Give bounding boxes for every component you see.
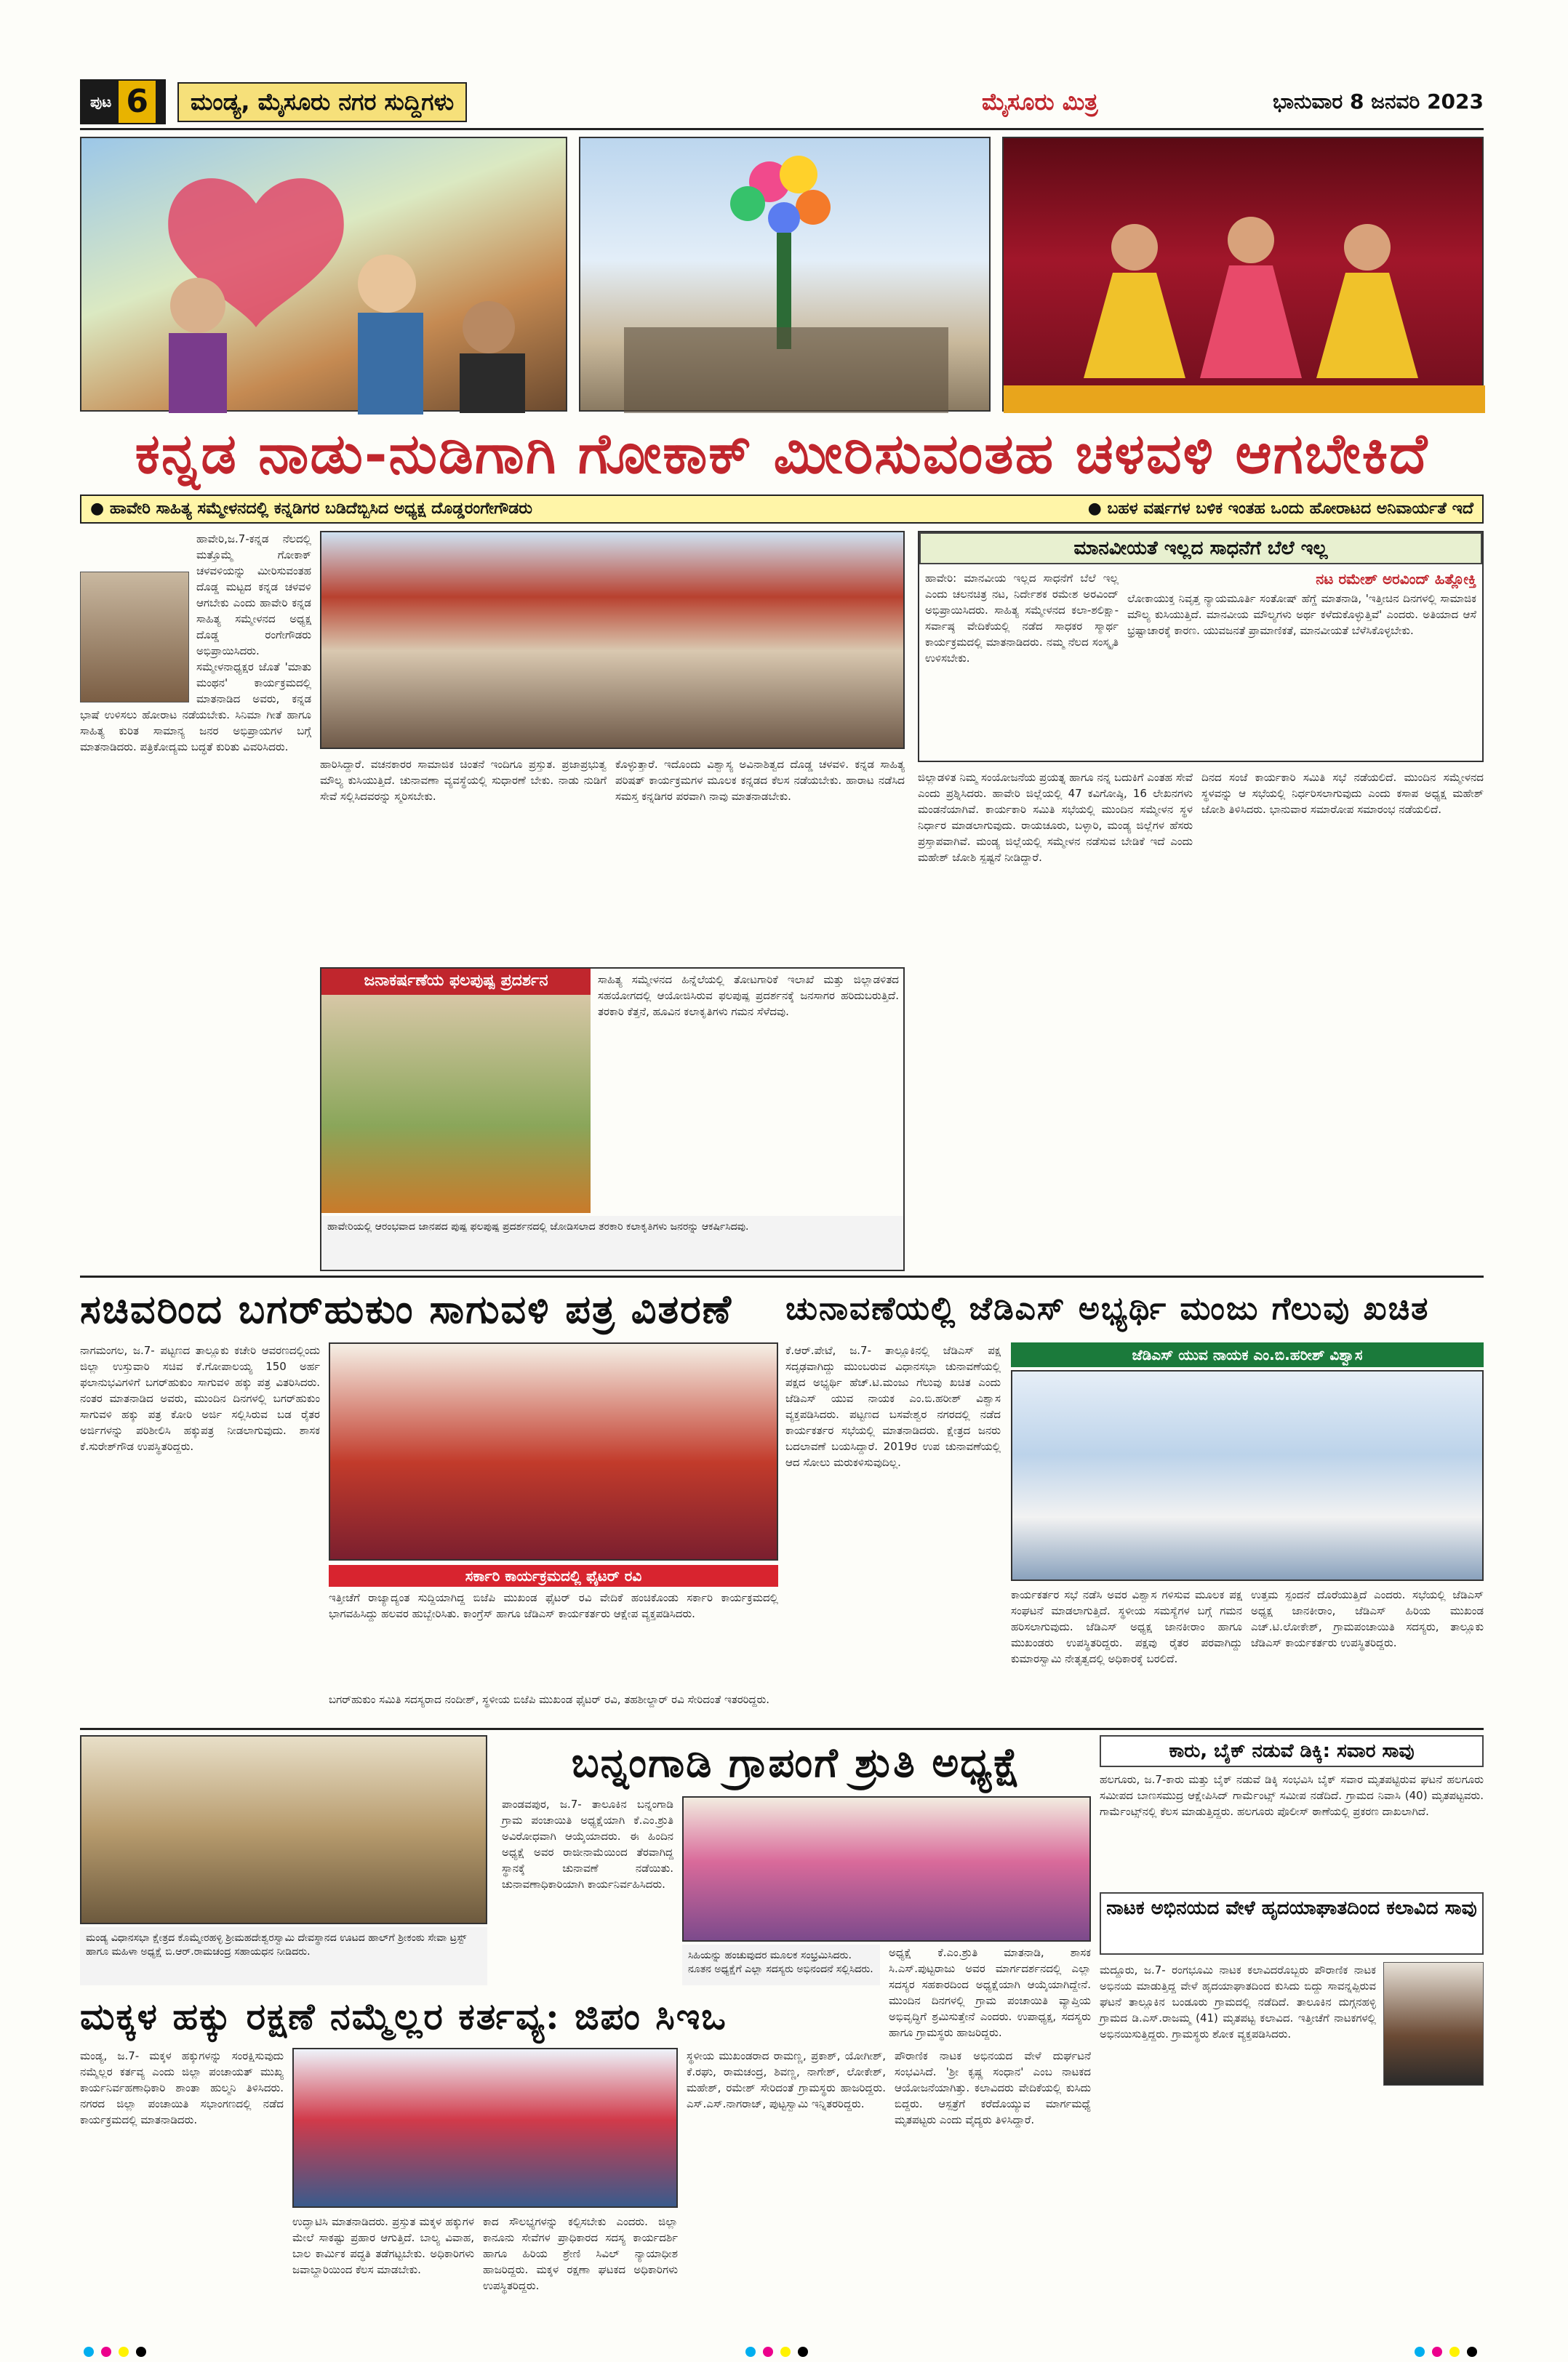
jds-greenbar: ಜೆಡಿಎಸ್ ಯುವ ನಾಯಕ ಎಂ.ಬಿ.ಹರೀಶ್ ವಿಶ್ವಾಸ [1011, 1342, 1484, 1367]
box-manaviyate-col1: ಹಾವೇರಿ: ಮಾನವೀಯ ಇಲ್ಲದ ಸಾಧನೆಗೆ ಬೆಲೆ ಇಲ್ಲ ಎಂದು ಚಲನಚಿತ್ರ ನಟ, ನಿರ್ದೇಶಕ ರಮೇಶ ಅರವಿಂದ್ ಅಭಿಪ್ರಾಯಿಸಿದರು. ಸಾಹಿತ್ಯ ಸಮ್ಮೇಳನದ ಕಲಾ-ಶಲಿಕ್ಷಾ-ಸರ್ವಾಷ್ಠ ವೇದಿಕೆಯಲ್ಲಿ ನಡೆದ ಸಾಧಕರ ಸ್ಮಾರ್ಥ ಕಾರ್ಯಕ್ರಮದಲ್ಲಿ ಮಾತನಾಡಿದರು. ನಮ್ಮ ನೆಲದ ಸಂಸ್ಕೃತಿ ಉಳಿಸಬೇಕು. [925, 572, 1119, 665]
lead-column-2a: ಹಾರಿಸಿದ್ದಾರೆ. ವಚನಕಾರರ ಸಾಮಾಜಿಕ ಚಿಂತನೆ ಇಂದಿಗೂ ಪ್ರಸ್ತುತ. ಪ್ರಜಾಪ್ರಭುತ್ವ ಮೌಲ್ಯ ಕುಸಿಯುತ್ತಿದೆ. ಚುನಾವಣಾ ವ್ಯವಸ್ಥೆಯಲ್ಲಿ ಸುಧಾರಣೆ ಬೇಕು. ನಾಡು ನುಡಿಗೆ ಸೇವೆ ಸಲ್ಲಿಸಿದವರನ್ನು ಸ್ಮರಿಸಬೇಕು. [320, 758, 607, 803]
photo-dancers-art [1004, 138, 1485, 413]
lead-column-3: ಜಿಲ್ಲಾಡಳಿತ ನಿಮ್ಮ ಸಂಯೋಜನೆಯ ಪ್ರಯತ್ನ ಹಾಗೂ ನನ್ನ ಬದುಕಿಗೆ ಎಂತಹ ಸೇವೆ ಎಂದು ಪ್ರಶ್ನಿಸಿದರು. ಹಾವೇರಿ ಜಿಲ್ಲೆಯಲ್ಲಿ 47 ಕವಿಗೋಷ್ಠಿ, 16 ಲೇಖನಗಳು ಮಂಡನೆಯಾಗಿವೆ. ಕಾರ್ಯಕಾರಿ ಸಮಿತಿ ಸಭೆಯಲ್ಲಿ ಮುಂದಿನ ಸಮ್ಮೇಳನ ಸ್ಥಳ ನಿರ್ಧಾರ ಮಾಡಲಾಗುವುದು. ರಾಯಚೂರು, ಬಳ್ಳಾರಿ, ಮಂಡ್ಯ ಜಿಲ್ಲೆಗಳ ಹೆಸರು ಪ್ರಸ್ತಾಪವಾಗಿವೆ. ಮಂಡ್ಯ ಜಿಲ್ಲೆಯಲ್ಲಿ ಸಮ್ಮೇಳನ ನಡೆಸುವ ಬೇಡಿಕೆ ಇದೆ ಎಂದು ಮಹೇಶ್ ಜೋಶಿ ಸ್ಪಷ್ಟನೆ ನೀಡಿದ್ದಾರೆ. [918, 771, 1193, 864]
photo-flower-heart [80, 137, 567, 412]
makkala-col4: ಸ್ಥಳೀಯ ಮುಖಂಡರಾದ ರಾಮಣ್ಣ, ಪ್ರಕಾಶ್, ಯೋಗೀಶ್, ಕೆ.ರಘು, ರಾಮಚಂದ್ರ, ಶಿವಣ್ಣ, ನಾಗೇಶ್, ಲೋಕೇಶ್, ಮಹೇಶ್, ರಮೇಶ್ ಸೇರಿದಂತೆ ಗ್ರಾಮಸ್ಥರು ಹಾಜರಿದ್ದರು. ಎಸ್.ಎಸ್.ನಾಗರಾಜ್, ಪುಟ್ಟಸ್ವಾಮಿ ಇನ್ನಿತರರಿದ್ದರು. [687, 2049, 886, 2110]
exhibition-caption: ಹಾವೇರಿಯಲ್ಲಿ ಆರಂಭವಾದ ಜಾನಪದ ಪುಷ್ಪ ಫಲಪುಷ್ಪ ಪ್ರದರ್ಶನದಲ್ಲಿ ಜೋಡಿಸಲಾದ ತರಕಾರಿ ಕಲಾಕೃತಿಗಳು ಜನರನ್ನು ಆಕರ್ಷಿಸಿದವು. [321, 1216, 903, 1270]
registration-marks-left [80, 2346, 150, 2360]
lead-strap-left: ● ಹಾವೇರಿ ಸಾಹಿತ್ಯ ಸಮ್ಮೇಳನದಲ್ಲಿ ಕನ್ನಡಿಗರ ಬಡಿದೆಬ್ಬಿಸಿದ ಅಧ್ಯಕ್ಷ ದೊಡ್ಡರಂಗೇಗೌಡರು [90, 500, 532, 518]
photo-dancers [1002, 137, 1484, 412]
photo-balloon-art [580, 138, 992, 413]
car-headline: ಕಾರು, ಬೈಕ್ ನಡುವೆ ಡಿಕ್ಕಿ: ಸವಾರ ಸಾವು [1100, 1735, 1484, 1767]
lead-strap-right: ● ಬಹಳ ವರ್ಷಗಳ ಬಳಿಕ ಇಂತಹ ಒಂದು ಹೋರಾಟದ ಅನಿವಾರ್ಯತೆ ಇದೆ [1087, 500, 1473, 518]
section-rule-2 [80, 1728, 1484, 1730]
photo-sammelana-crowd [320, 531, 905, 749]
photo-flower-heart-art [81, 138, 569, 413]
box-manaviyate-col2: ಲೋಕಾಯುಕ್ತ ನಿವೃತ್ತ ನ್ಯಾಯಮೂರ್ತಿ ಸಂತೋಷ್ ಹೆಗ್ಡೆ ಮಾತನಾಡಿ, 'ಇತ್ತೀಚಿನ ದಿನಗಳಲ್ಲಿ ಸಾಮಾಜಿಕ ಮೌಲ್ಯ ಕುಸಿಯುತ್ತಿದೆ. ಮಾನವೀಯ ಮೌಲ್ಯಗಳು ಅರ್ಥ ಕಳೆದುಕೊಳ್ಳುತ್ತಿವೆ' ಎಂದರು. ಅತಿಯಾದ ಆಸೆ ಭ್ರಷ್ಟಾಚಾರಕ್ಕೆ ಕಾರಣ. ಯುವಜನತೆ ಪ್ರಾಮಾಣಿಕತೆ, ಮಾನವೀಯತೆ ಬೆಳೆಸಿಕೊಳ್ಳಬೇಕು. [1127, 592, 1476, 637]
brand-logo: ಮೈಸೂರು ಮಿತ್ರ [982, 87, 1098, 116]
jds-col1: ಕೆ.ಆರ್.ಪೇಟೆ, ಜ.7- ತಾಲ್ಲೂಕಿನಲ್ಲಿ ಜೆಡಿಎಸ್ ಪಕ್ಷ ಸದೃಢವಾಗಿದ್ದು ಮುಂಬರುವ ವಿಧಾನಸಭಾ ಚುನಾವಣೆಯಲ್ಲಿ ಪಕ್ಷದ ಅಭ್ಯರ್ಥಿ ಹೆಚ್.ಟಿ.ಮಂಜು ಗೆಲುವು ಖಚಿತ ಎಂದು ಜೆಡಿಎಸ್ ಯುವ ನಾಯಕ ಎಂ.ಬಿ.ಹರೀಶ್ ವಿಶ್ವಾಸ ವ್ಯಕ್ತಪಡಿಸಿದರು. ಪಟ್ಟಣದ ಬಸವೇಶ್ವರ ನಗರದಲ್ಲಿ ನಡೆದ ಕಾರ್ಯಕರ್ತರ ಸಭೆಯಲ್ಲಿ ಮಾತನಾಡಿದರು. ಕ್ಷೇತ್ರದ ಜನರು ಬದಲಾವಣೆ ಬಯಸಿದ್ದಾರೆ. 2019ರ ಉಪ ಚುನಾವಣೆಯಲ್ಲಿ ಆದ ಸೋಲು ಮರುಕಳಿಸುವುದಿಲ್ಲ. [785, 1344, 1001, 1469]
sachiv-footer: ಬಗರ್‌ಹುಕುಂ ಸಮಿತಿ ಸದಸ್ಯರಾದ ನಂದೀಶ್, ಸ್ಥಳೀಯ ಬಿಜೆಪಿ ಮುಖಂಡ ಫೈಟರ್ ರವಿ, ತಹಶೀಲ್ದಾರ್ ರವಿ ಸೇರಿದಂತೆ ಇತರರಿದ್ದರು. [329, 1693, 770, 1706]
page-badge [80, 79, 166, 124]
masthead-rule [80, 128, 1484, 130]
section-title: ಮಂಡ್ಯ, ಮೈಸೂರು ನಗರ ಸುದ್ದಿಗಳು [177, 82, 467, 122]
box-manaviyate-headline: ಮಾನವೀಯತೆ ಇಲ್ಲದ ಸಾಧನೆಗೆ ಬೆಲೆ ಇಲ್ಲ [919, 532, 1482, 564]
natak-headline: ನಾಟಕ ಅಭಿನಯದ ವೇಳೆ ಹೃದಯಾಘಾತದಿಂದ ಕಲಾವಿದ ಸಾವು [1100, 1892, 1484, 1955]
section-rule-1 [80, 1276, 1484, 1278]
sachiv-caption-title: ಸರ್ಕಾರಿ ಕಾರ್ಯಕ್ರಮದಲ್ಲಿ ಫೈಟರ್ ರವಿ [329, 1565, 778, 1587]
box-manaviyate [918, 531, 1484, 762]
photo-makkala [292, 2048, 678, 2208]
makkala-headline: ಮಕ್ಕಳ ಹಕ್ಕು ರಕ್ಷಣೆ ನಮ್ಮೆಲ್ಲರ ಕರ್ತವ್ಯ: ಜಿಪಂ ಸಿಇಒ [80, 1995, 727, 2038]
dateline: ಭಾನುವಾರ 8 ಜನವರಿ 2023 [1273, 89, 1484, 113]
author-portrait [80, 572, 189, 702]
page-label: ಪುಟ [90, 93, 112, 111]
exhibition-title: ಜನಾಕರ್ಷಣೆಯ ಫಲಪುಷ್ಪ ಪ್ರದರ್ಶನ [321, 969, 591, 995]
lead-strap [80, 495, 1484, 524]
lead-column-4: ದಿನದ ಸಂಜೆ ಕಾರ್ಯಕಾರಿ ಸಮಿತಿ ಸಭೆ ನಡೆಯಲಿದೆ. ಮುಂದಿನ ಸಮ್ಮೇಳನದ ಸ್ಥಳವನ್ನು ಆ ಸಭೆಯಲ್ಲಿ ನಿರ್ಧರಿಸಲಾಗುವುದು ಎಂದು ಕಸಾಪ ಅಧ್ಯಕ್ಷ ಮಹೇಶ್ ಜೋಶಿ ತಿಳಿಸಿದರು. ಭಾನುವಾರ ಸಮಾರೋಪ ಸಮಾರಂಭ ನಡೆಯಲಿದೆ. [1201, 771, 1484, 816]
photo-bannangadi [682, 1796, 1091, 1942]
sachiv-col1: ನಾಗಮಂಗಲ, ಜ.7- ಪಟ್ಟಣದ ತಾಲ್ಲೂಕು ಕಚೇರಿ ಆವರಣದಲ್ಲಿಂದು ಜಿಲ್ಲಾ ಉಸ್ತುವಾರಿ ಸಚಿವ ಕೆ.ಗೋಪಾಲಯ್ಯ 150 ಅರ್ಹ ಫಲಾನುಭವಿಗಳಿಗೆ ಬಗರ್‌ಹುಕುಂ ಸಾಗುವಳಿ ಹಕ್ಕು ಪತ್ರ ವಿತರಿಸಿದರು. ನಂತರ ಮಾತನಾಡಿದ ಅವರು, ಮುಂದಿನ ದಿನಗಳಲ್ಲಿ ಬಗರ್‌ಹುಕುಂ ಸಾಗುವಳಿ ಹಕ್ಕು ಪತ್ರ ಕೋರಿ ಅರ್ಜಿ ಸಲ್ಲಿಸಿರುವ ಬಡ ರೈತರ ಅರ್ಜಿಗಳನ್ನು ಪರಿಶೀಲಿಸಿ ಹಕ್ಕುಪತ್ರ ನೀಡಲಾಗುವುದು. ಶಾಸಕ ಕೆ.ಸುರೇಶ್‌ಗೌಡ ಉಪಸ್ಥಿತರಿದ್ದರು. [80, 1344, 320, 1453]
lead-column-1 [80, 531, 311, 1264]
bannangadi-col2: ಅಧ್ಯಕ್ಷೆ ಕೆ.ಎಂ.ಶ್ರುತಿ ಮಾತನಾಡಿ, ಶಾಸಕ ಸಿ.ಎಸ್.ಪುಟ್ಟರಾಜು ಅವರ ಮಾರ್ಗದರ್ಶನದಲ್ಲಿ ಎಲ್ಲಾ ಸದಸ್ಯರ ಸಹಕಾರದಿಂದ ಅಧ್ಯಕ್ಷೆಯಾಗಿ ಆಯ್ಕೆಯಾಗಿದ್ದೇನೆ. ಮುಂದಿನ ದಿನಗಳಲ್ಲಿ ಗ್ರಾಮ ಪಂಚಾಯಿತಿ ವ್ಯಾಪ್ತಿಯ ಅಭಿವೃದ್ಧಿಗೆ ಶ್ರಮಿಸುತ್ತೇನೆ ಎಂದರು. ಉಪಾಧ್ಯಕ್ಷ, ಸದಸ್ಯರು ಹಾಗೂ ಗ್ರಾಮಸ್ಥರು ಹಾಜರಿದ್ದರು. [889, 1946, 1091, 2039]
natak-text: ಮದ್ದೂರು, ಜ.7- ರಂಗಭೂಮಿ ನಾಟಕ ಕಲಾವಿದರೊಬ್ಬರು ಪೌರಾಣಿಕ ನಾಟಕ ಅಭಿನಯ ಮಾಡುತ್ತಿದ್ದ ವೇಳೆ ಹೃದಯಾಘಾತದಿಂದ ಕುಸಿದು ಬಿದ್ದು ಸಾವನ್ನಪ್ಪಿರುವ ಘಟನೆ ತಾಲ್ಲೂಕಿನ ಬಂಡೂರು ಗ್ರಾಮದಲ್ಲಿ ನಡೆದಿದೆ. ತಾಲೂಕಿನ ದುಗ್ಗನಹಳ್ಳಿ ಗ್ರಾಮದ ಡಿ.ಎಸ್.ರಾಜಮ್ಮ (41) ಮೃತಪಟ್ಟ ಕಲಾವಿದ. ಇತ್ತೀಚೆಗೆ ನಾಟಕಗಳಲ್ಲಿ ಅಭಿನಯಿಸುತ್ತಿದ್ದರು. ಗ್ರಾಮಸ್ಥರು ಶೋಕ ವ್ಯಕ್ತಪಡಿಸಿದರು. [1100, 1963, 1376, 2041]
lead-headline: ಕನ್ನಡ ನಾಡು-ನುಡಿಗಾಗಿ ಗೋಕಾಕ್ ಮೀರಿಸುವಂತಹ ಚಳವಳಿ ಆಗಬೇಕಿದೆ [135, 421, 1429, 486]
natak-portrait [1383, 1962, 1484, 2086]
box-manaviyate-subhead: ನಟ ರಮೇಶ್ ಅರವಿಂದ್ ಹಿತ್ಲೋಕ್ತಿ [1316, 570, 1476, 588]
page-number: 6 [119, 81, 156, 123]
photo-balloon-crowd [579, 137, 991, 412]
registration-marks-center [742, 2346, 812, 2360]
bannangadi-col1: ಪಾಂಡವಪುರ, ಜ.7- ತಾಲೂಕಿನ ಬನ್ನಂಗಾಡಿ ಗ್ರಾಮ ಪಂಚಾಯಿತಿ ಅಧ್ಯಕ್ಷೆಯಾಗಿ ಕೆ.ಎಂ.ಶ್ರುತಿ ಅವಿರೋಧವಾಗಿ ಆಯ್ಕೆಯಾದರು. ಈ ಹಿಂದಿನ ಅಧ್ಯಕ್ಷೆ ಅವರ ರಾಜೀನಾಮೆಯಿಂದ ತೆರವಾಗಿದ್ದ ಸ್ಥಾನಕ್ಕೆ ಚುನಾವಣೆ ನಡೆಯಿತು. ಚುನಾವಣಾಧಿಕಾರಿಯಾಗಿ ಕಾರ್ಯನಿರ್ವಹಿಸಿದರು. [502, 1798, 673, 1891]
lead-column-2b: ಕೊಳ್ಳುತ್ತಾರೆ. ಇದೊಂದು ವಿಶ್ವಾಸ್ಯ ಅವಿನಾಶಿತ್ವದ ದೊಡ್ಡ ಚಳವಳಿ. ಕನ್ನಡ ಸಾಹಿತ್ಯ ಪರಿಷತ್ ಕಾರ್ಯಕ್ರಮಗಳ ಮೂಲಕ ಕನ್ನಡದ ಕೆಲಸ ನಡೆಯಬೇಕು. ಹಾರಾಟ ನಡೆಸಿದ ಸಮಸ್ತ ಕನ್ನಡಿಗರ ಪರವಾಗಿ ನಾವು ಮಾತನಾಡಬೇಕು. [615, 758, 905, 803]
photo-sachiv [329, 1342, 778, 1561]
makkala-col1: ಮಂಡ್ಯ, ಜ.7- ಮಕ್ಕಳ ಹಕ್ಕುಗಳನ್ನು ಸಂರಕ್ಷಿಸುವುದು ನಮ್ಮೆಲ್ಲರ ಕರ್ತವ್ಯ ಎಂದು ಜಿಲ್ಲಾ ಪಂಚಾಯತ್ ಮುಖ್ಯ ಕಾರ್ಯನಿರ್ವಹಣಾಧಿಕಾರಿ ಶಾಂತಾ ಹುಲ್ಮನಿ ತಿಳಿಸಿದರು. ನಗರದ ಜಿಲ್ಲಾ ಪಂಚಾಯಿತಿ ಸಭಾಂಗಣದಲ್ಲಿ ನಡೆದ ಕಾರ್ಯಕ್ರಮದಲ್ಲಿ ಮಾತನಾಡಿದರು. [80, 2049, 284, 2126]
box-exhibition [320, 967, 905, 1271]
bannangadi-headline: ಬನ್ನಂಗಾಡಿ ಗ್ರಾಪಂಗೆ ಶ್ರುತಿ ಅಧ್ಯಕ್ಷೆ [571, 1739, 1022, 1787]
makkala-col5: ಪೌರಾಣಿಕ ನಾಟಕ ಅಭಿನಯದ ವೇಳೆ ದುರ್ಘಟನೆ ಸಂಭವಿಸಿದೆ. 'ಶ್ರೀ ಕೃಷ್ಣ ಸಂಧಾನ' ಎಂಬ ನಾಟಕದ ಆಯೋಜನೆಯಾಗಿತ್ತು. ಕಲಾವಿದರು ವೇದಿಕೆಯಲ್ಲಿ ಕುಸಿದು ಬಿದ್ದರು. ಆಸ್ಪತ್ರೆಗೆ ಕರೆದೊಯ್ಯುವ ಮಾರ್ಗಮಧ್ಯೆ ಮೃತಪಟ್ಟರು ಎಂದು ವೈದ್ಯರು ತಿಳಿಸಿದ್ದಾರೆ. [895, 2049, 1091, 2126]
registration-marks-right [1411, 2346, 1481, 2360]
masthead [80, 79, 1484, 125]
photo-exhibition [321, 995, 591, 1213]
exhibition-text: ಸಾಹಿತ್ಯ ಸಮ್ಮೇಳನದ ಹಿನ್ನೆಲೆಯಲ್ಲಿ ತೋಟಗಾರಿಕೆ ಇಲಾಖೆ ಮತ್ತು ಜಿಲ್ಲಾಡಳಿತದ ಸಹಯೋಗದಲ್ಲಿ ಆಯೋಜಿಸಿರುವ ಫಲಪುಷ್ಪ ಪ್ರದರ್ಶನಕ್ಕೆ ಜನಸಾಗರ ಹರಿದುಬರುತ್ತಿದೆ. ತರಕಾರಿ ಕೆತ್ತನೆ, ಹೂವಿನ ಕಲಾಕೃತಿಗಳು ಗಮನ ಸೆಳೆದವು. [598, 973, 899, 1018]
sachiv-caption: ಇತ್ತೀಚೆಗೆ ರಾಜ್ಯಾದ್ಯಂತ ಸುದ್ದಿಯಾಗಿದ್ದ ಬಿಜೆಪಿ ಮುಖಂಡ ಫೈಟರ್ ರವಿ ವೇದಿಕೆ ಹಂಚಿಕೊಂಡು ಸರ್ಕಾರಿ ಕಾರ್ಯಕ್ರಮದಲ್ಲಿ ಭಾಗವಹಿಸಿದ್ದು ಹಲವರ ಹುಬ್ಬೇರಿಸಿತು. ಕಾಂಗ್ರೆಸ್ ಹಾಗೂ ಜೆಡಿಎಸ್ ಕಾರ್ಯಕರ್ತರು ಆಕ್ಷೇಪ ವ್ಯಕ್ತಪಡಿಸಿದರು. [329, 1591, 778, 1620]
photo-temple-donation [80, 1735, 487, 1924]
jds-headline: ಚುನಾವಣೆಯಲ್ಲಿ ಜೆಡಿಎಸ್ ಅಭ್ಯರ್ಥಿ ಮಂಜು ಗೆಲುವು ಖಚಿತ [785, 1290, 1430, 1327]
makkala-col2: ಉದ್ಘಾಟಿಸಿ ಮಾತನಾಡಿದರು. ಪ್ರಸ್ತುತ ಮಕ್ಕಳ ಹಕ್ಕುಗಳ ಮೇಲೆ ಸಾಕಷ್ಟು ಪ್ರಹಾರ ಆಗುತ್ತಿದೆ. ಬಾಲ್ಯ ವಿವಾಹ, ಬಾಲ ಕಾರ್ಮಿಕ ಪದ್ಧತಿ ತಡೆಗಟ್ಟಬೇಕು. ಅಧಿಕಾರಿಗಳು ಜವಾಬ್ದಾರಿಯಿಂದ ಕೆಲಸ ಮಾಡಬೇಕು. [292, 2215, 474, 2276]
photo-jds-meeting [1011, 1370, 1484, 1581]
jds-col3: ಉತ್ತಮ ಸ್ಪಂದನೆ ದೊರೆಯುತ್ತಿದೆ ಎಂದರು. ಸಭೆಯಲ್ಲಿ ಜೆಡಿಎಸ್ ಅಧ್ಯಕ್ಷ ಜಾನಕೀರಾಂ, ಜೆಡಿಎಸ್ ಹಿರಿಯ ಮುಖಂಡ ಎಚ್.ಟಿ.ಲೋಕೇಶ್, ಗ್ರಾಮಪಂಚಾಯಿತಿ ಸದಸ್ಯರು, ತಾಲ್ಲೂಕು ಜೆಡಿಎಸ್ ಕಾರ್ಯಕರ್ತರು ಉಪಸ್ಥಿತರಿದ್ದರು. [1251, 1588, 1484, 1649]
sachiv-headline: ಸಚಿವರಿಂದ ಬಗರ್‌ಹುಕುಂ ಸಾಗುವಳಿ ಪತ್ರ ವಿತರಣೆ [80, 1286, 733, 1332]
bannangadi-caption: ಸಿಹಿಯನ್ನು ಹಂಚುವುದರ ಮೂಲಕ ಸಂಭ್ರಮಿಸಿದರು. ನೂತನ ಅಧ್ಯಕ್ಷೆಗೆ ಎಲ್ಲಾ ಸದಸ್ಯರು ಅಭಿನಂದನೆ ಸಲ್ಲಿಸಿದರು. [682, 1945, 880, 1985]
makkala-col3: ಕಾದ ಸೌಲಭ್ಯಗಳನ್ನು ಕಲ್ಪಿಸಬೇಕು ಎಂದರು. ಜಿಲ್ಲಾ ಕಾನೂನು ಸೇವೆಗಳ ಪ್ರಾಧಿಕಾರದ ಸದಸ್ಯ ಕಾರ್ಯದರ್ಶಿ ಹಾಗೂ ಹಿರಿಯ ಶ್ರೇಣಿ ಸಿವಿಲ್ ನ್ಯಾಯಾಧೀಶ ಹಾಜರಿದ್ದರು. ಮಕ್ಕಳ ರಕ್ಷಣಾ ಘಟಕದ ಅಧಿಕಾರಿಗಳು ಉಪಸ್ಥಿತರಿದ್ದರು. [483, 2215, 678, 2292]
temple-caption: ಮಂಡ್ಯ ವಿಧಾನಸಭಾ ಕ್ಷೇತ್ರದ ಕೊಮ್ಮೇರಹಳ್ಳಿ ಶ್ರೀಮಹದೇಶ್ವರಸ್ವಾಮಿ ದೇವಸ್ಥಾನದ ಊಟದ ಹಾಲ್‌ಗೆ ಶ್ರೀಕಂಠು ಸೇವಾ ಟ್ರಸ್ಟ್ ಹಾಗೂ ಮಹಿಳಾ ಅಧ್ಯಕ್ಷೆ ಬಿ.ಆರ್.ರಾಮಚಂದ್ರ ಸಹಾಯಧನ ನೀಡಿದರು. [80, 1927, 487, 1985]
car-text: ಹಲಗೂರು, ಜ.7-ಕಾರು ಮತ್ತು ಬೈಕ್ ನಡುವೆ ಡಿಕ್ಕಿ ಸಂಭವಿಸಿ ಬೈಕ್ ಸವಾರ ಮೃತಪಟ್ಟಿರುವ ಘಟನೆ ಹಲಗೂರು ಸಮೀಪದ ಬಾಣಸಮುದ್ರ ಆಕ್ಷೇಪಿಸಿದ್ ಗಾರ್ಮೆಂಟ್ಸ್ ಸಮೀಪ ನಡೆದಿದೆ. ಗ್ರಾಮದ ನಿವಾಸಿ (40) ಮೃತಪಟ್ಟವರು. ಗಾರ್ಮೆಂಟ್ಸ್‌ನಲ್ಲಿ ಕೆಲಸ ಮಾಡುತ್ತಿದ್ದರು. ಹಲಗೂರು ಪೊಲೀಸ್ ಠಾಣೆಯಲ್ಲಿ ಪ್ರಕರಣ ದಾಖಲಾಗಿದೆ. [1100, 1773, 1484, 1818]
lead-col1-text: ಹಾವೇರಿ,ಜ.7-ಕನ್ನಡ ನೆಲದಲ್ಲಿ ಮತ್ತೊಮ್ಮೆ ಗೋಕಾಕ್ ಚಳವಳಿಯನ್ನು ಮೀರಿಸುವಂತಹ ದೊಡ್ಡ ಮಟ್ಟದ ಕನ್ನಡ ಚಳವಳಿ ಆಗಬೇಕು ಎಂದು ಹಾವೇರಿ ಕನ್ನಡ ಸಾಹಿತ್ಯ ಸಮ್ಮೇಳನದ ಅಧ್ಯಕ್ಷ ದೊಡ್ಡ ರಂಗೇಗೌಡರು ಅಭಿಪ್ರಾಯಿಸಿದರು. ಸಮ್ಮೇಳನಾಧ್ಯಕ್ಷರ ಜೊತೆ 'ಮಾತು ಮಂಥನ' ಕಾರ್ಯಕ್ರಮದಲ್ಲಿ ಮಾತನಾಡಿದ ಅವರು, ಕನ್ನಡ ಭಾಷೆ ಉಳಿಸಲು ಹೋರಾಟ ನಡೆಯಬೇಕು. ಸಿನಿಮಾ ಗೀತೆ ಹಾಗೂ ಸಾಹಿತ್ಯ ಕುರಿತ ಸಾಮಾನ್ಯ ಜನರ ಅಭಿಪ್ರಾಯಗಳ ಬಗ್ಗೆ ಮಾತನಾಡಿದರು. ಪತ್ರಿಕೋದ್ಯಮ ಬದ್ಧತೆ ಕುರಿತು ವಿವರಿಸಿದರು. [80, 532, 311, 753]
jds-col2: ಕಾರ್ಯಕರ್ತರ ಸಭೆ ನಡೆಸಿ ಅವರ ವಿಶ್ವಾಸ ಗಳಿಸುವ ಮೂಲಕ ಪಕ್ಷ ಸಂಘಟನೆ ಮಾಡಲಾಗುತ್ತಿದೆ. ಸ್ಥಳೀಯ ಸಮಸ್ಯೆಗಳ ಬಗ್ಗೆ ಗಮನ ಹರಿಸಲಾಗುವುದು. ಜೆಡಿಎಸ್ ಅಧ್ಯಕ್ಷ ಜಾನಕೀರಾಂ ಹಾಗೂ ಮುಖಂಡರು ಉಪಸ್ಥಿತರಿದ್ದರು. ಪಕ್ಷವು ರೈತರ ಪರವಾಗಿದ್ದು ಕುಮಾರಸ್ವಾಮಿ ನೇತೃತ್ವದಲ್ಲಿ ಅಧಿಕಾರಕ್ಕೆ ಬರಲಿದೆ. [1011, 1588, 1242, 1665]
